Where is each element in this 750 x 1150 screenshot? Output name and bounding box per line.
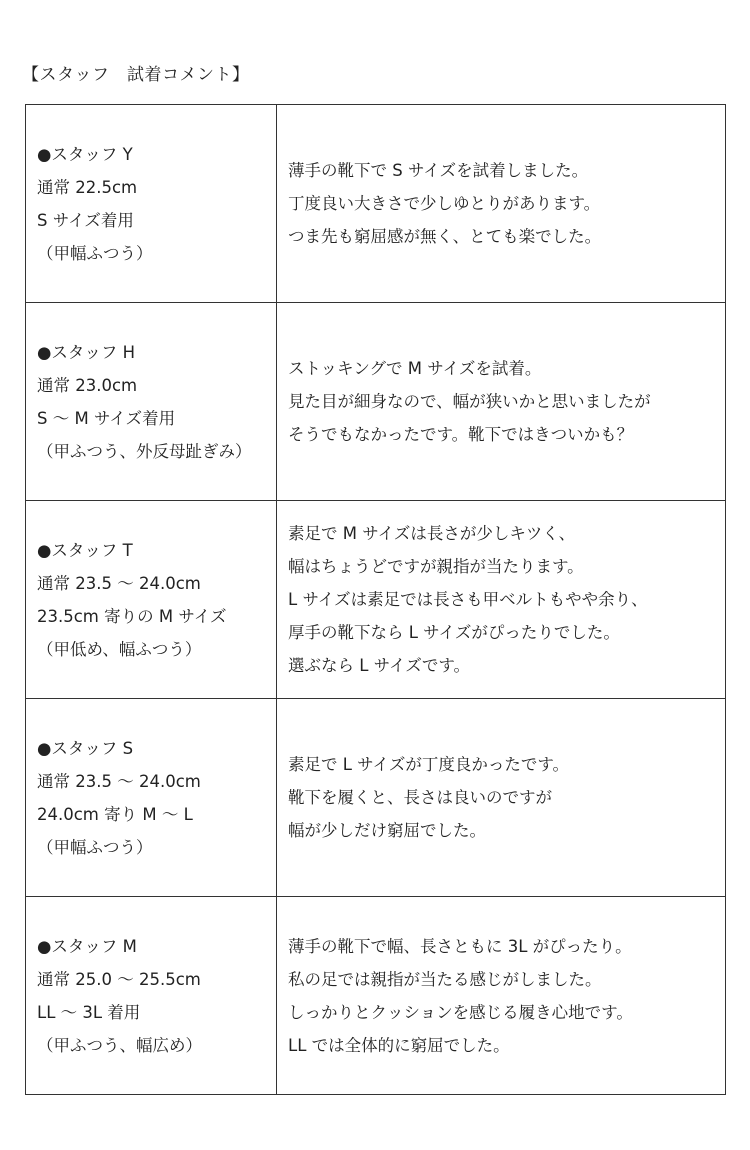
comment-line: 幅が少しだけ窮屈でした。 <box>288 821 486 840</box>
comment-line: 薄手の靴下で S サイズを試着しました。 <box>288 161 589 180</box>
usual-size: 通常 25.0 ～ 25.5cm <box>37 969 201 989</box>
staff-info-cell <box>26 501 277 699</box>
comment-line: そうでもなかったです。靴下ではきついかも？ <box>288 425 634 444</box>
foot-shape: （甲低め、幅ふつう） <box>37 639 202 659</box>
usual-size: 通常 23.0cm <box>37 375 138 395</box>
comment-line: ストッキングで M サイズを試着。 <box>288 359 542 378</box>
comment-line: 選ぶなら L サイズです。 <box>288 656 471 675</box>
comment-line: しっかりとクッションを感じる履き心地です。 <box>288 1002 633 1022</box>
staff-info-cell <box>26 897 277 1095</box>
staff-name: ●スタッフ S <box>37 738 134 758</box>
staff-info-cell <box>26 699 277 897</box>
comment-line: つま先も窮屈感が無く、とても楽でした。 <box>288 227 602 246</box>
staff-name: ●スタッフ M <box>37 936 137 956</box>
comment-line: LL では全体的に窮屈でした。 <box>288 1035 510 1055</box>
comment-line: 素足で M サイズは長さが少しキツく、 <box>288 524 576 543</box>
worn-size: LL ～ 3L 着用 <box>37 1002 141 1022</box>
table-row <box>26 501 726 699</box>
staff-info-cell <box>26 303 277 501</box>
usual-size: 通常 23.5 ～ 24.0cm <box>37 771 201 791</box>
comment-line: 素足で L サイズが丁度良かったです。 <box>288 755 570 774</box>
comment-line: 靴下を履くと、長さは良いのですが <box>288 788 552 807</box>
worn-size: S ～ M サイズ着用 <box>37 408 176 428</box>
foot-shape: （甲幅ふつう） <box>37 243 153 263</box>
comment-cell <box>277 303 726 501</box>
usual-size: 通常 22.5cm <box>37 177 138 197</box>
staff-name: ●スタッフ T <box>37 540 133 560</box>
foot-shape: （甲ふつう、外反母趾ぎみ） <box>37 441 252 461</box>
table-row <box>26 897 726 1095</box>
comment-cell <box>277 105 726 303</box>
comment-cell <box>277 897 726 1095</box>
worn-size: S サイズ着用 <box>37 210 134 230</box>
usual-size: 通常 23.5 ～ 24.0cm <box>37 573 201 593</box>
worn-size: 23.5cm 寄りの M サイズ <box>37 606 227 626</box>
comment-line: L サイズは素足では長さも甲ベルトもやや余り、 <box>288 590 648 609</box>
table-row <box>26 699 726 897</box>
comment-line: 幅はちょうどですが親指が当たります。 <box>288 557 584 576</box>
table-row <box>26 303 726 501</box>
table-row <box>26 105 726 303</box>
foot-shape: （甲幅ふつう） <box>37 837 153 857</box>
worn-size: 24.0cm 寄り M ～ L <box>37 804 193 824</box>
comment-line: 見た目が細身なので、幅が狭いかと思いましたが <box>288 392 651 411</box>
fitting-comments-table <box>25 104 726 1095</box>
comment-line: 丁度良い大きさで少しゆとりがあります。 <box>288 194 601 213</box>
comment-line: 薄手の靴下で幅、長さともに 3L がぴったり。 <box>288 936 632 956</box>
staff-info-cell <box>26 105 277 303</box>
staff-name: ●スタッフ Y <box>37 144 133 164</box>
foot-shape: （甲ふつう、幅広め） <box>37 1035 202 1055</box>
comment-cell <box>277 501 726 699</box>
staff-name: ●スタッフ H <box>37 342 136 362</box>
comment-cell <box>277 699 726 897</box>
comment-line: 厚手の靴下なら L サイズがぴったりでした。 <box>288 623 620 642</box>
comment-line: 私の足では親指が当たる感じがしました。 <box>288 969 602 989</box>
page-title: 【スタッフ 試着コメント】 <box>22 65 250 85</box>
